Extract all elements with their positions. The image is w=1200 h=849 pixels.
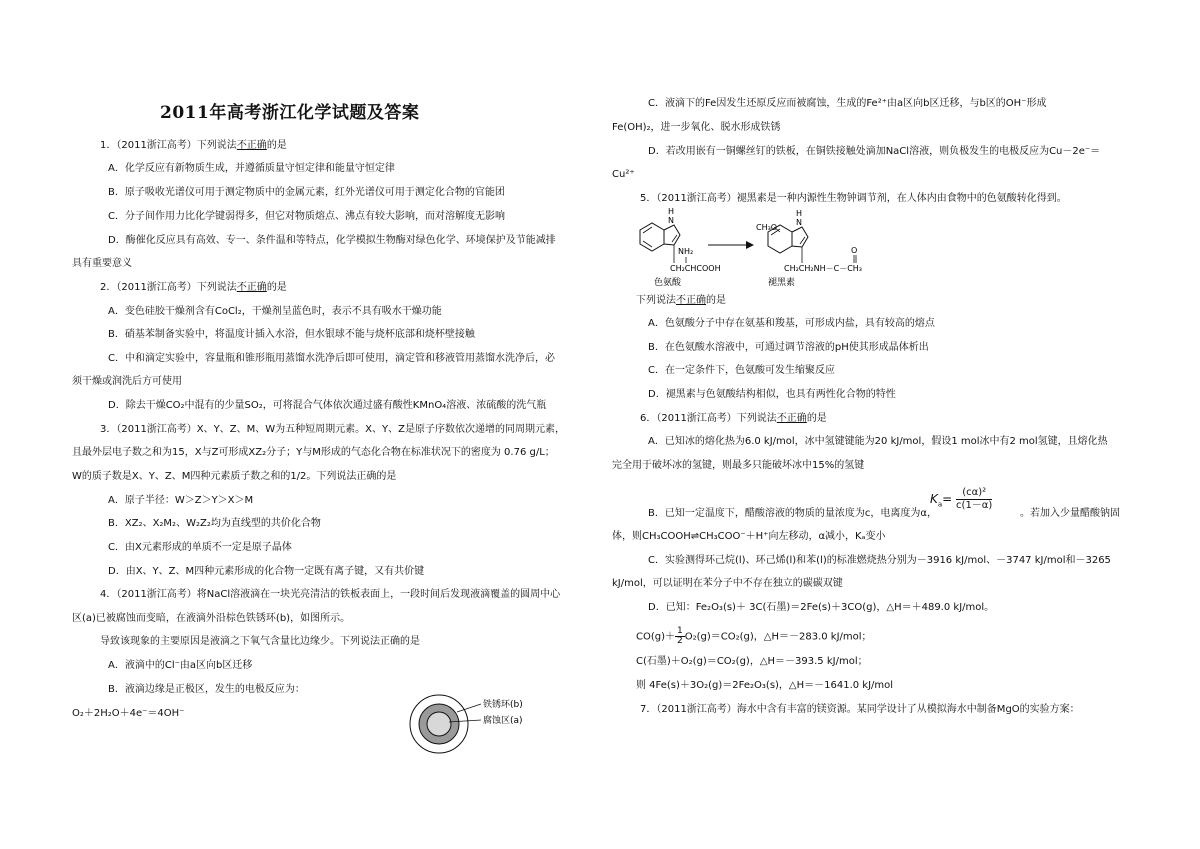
q3-option-a: A．原子半径：W＞Z＞Y＞X＞M	[108, 495, 254, 506]
q6-option-d-line2: CO(g)＋ $\frac{1}{2}$ O₂(g)＝CO₂(g)，△H＝－283.0 kJ/mol；	[636, 626, 872, 646]
q1-option-a: A．化学反应有新物质生成，并遵循质量守恒定律和能量守恒定律	[108, 163, 395, 174]
q6-option-d-line3: C(石墨)＋O₂(g)＝CO₂(g)，△H＝－393.5 kJ/mol；	[636, 656, 868, 667]
q4-option-d-line2: Cu²⁺	[612, 169, 635, 180]
q2-option-a: A．变色硅胶干燥剂含有CoCl₂，干燥剂呈蓝色时，表示不具有吸水干燥功能	[108, 306, 442, 317]
q6-option-d-line1: D．已知：Fe₂O₃(s)＋ 3C(石墨)＝2Fe(s)＋3CO(g)，△H＝＋489.0 kJ/mol。	[648, 602, 995, 613]
q2-option-c-line1: C．中和滴定实验中，容量瓶和锥形瓶用蒸馏水洗净后即可使用，滴定管和移液管用蒸馏水洗净后，必	[108, 353, 555, 364]
q1-option-b: B．原子吸收光谱仪可用于测定物质中的金属元素，红外光谱仪可用于测定化合物的官能团	[108, 187, 505, 198]
tryptophan-name-label: 色氨酸	[654, 278, 682, 288]
q6-option-c-line2: kJ/mol，可以证明在苯分子中不存在独立的碳碳双键	[612, 578, 843, 589]
q6-stem: 6．（2011浙江高考）下列说法不正确的是	[640, 413, 827, 424]
melatonin-h-label: H	[796, 209, 803, 218]
q5-option-d: D．褪黑素与色氨酸结构相似，也具有两性化合物的特性	[648, 389, 896, 400]
reaction-arrow-head	[746, 241, 754, 249]
document-title: 2011年高考浙江化学试题及答案	[160, 103, 420, 123]
q6-option-a-line1: A．已知冰的熔化热为6.0 kJ/mol，冰中氢键键能为20 kJ/mol，假设1 mol冰中有2 mol氢键，且熔化热	[648, 436, 1108, 447]
tryptophan-side-chain: CH₂CHCOOH	[670, 264, 721, 273]
q4-stem-line2: 区(a)已被腐蚀而变暗，在液滴外沿棕色铁锈环(b)，如图所示。	[72, 613, 351, 624]
q5-stem: 5．（2011浙江高考）褪黑素是一种内源性生物钟调节剂，在人体内由食物中的色氨酸转化得到。	[640, 193, 1067, 204]
q3-stem-line3: W的质子数是X、Y、Z、M四种元素质子数之和的1/2。下列说法正确的是	[72, 471, 397, 482]
q3-stem-line1: 3．（2011浙江高考）X、Y、Z、M、W为五种短周期元素。X、Y、Z是原子序数依次递增的同周期元素，	[100, 424, 565, 435]
q2-option-b: B．硝基苯制备实验中，将温度计插入水浴，但水银球不能与烧杯底部和烧杯壁接触	[108, 329, 475, 340]
q6-option-d-line4: 则 4Fe(s)＋3O₂(g)＝2Fe₂O₃(s)，△H＝－1641.0 kJ/mol	[636, 680, 894, 691]
q4-stem-line3: 导致该现象的主要原因是液滴之下氧气含量比边缘少。下列说法正确的是	[100, 636, 420, 647]
q2-stem: 2．（2011浙江高考）下列说法不正确的是	[100, 282, 287, 293]
melatonin-name-label: 褪黑素	[768, 278, 796, 288]
ka-formula: $K_a=$ $\frac{\text{(cα)²}}{c(1-\alpha)}$	[930, 487, 993, 511]
q1-stem: 1．（2011浙江高考）下列说法不正确的是	[100, 140, 287, 151]
q6-option-a-line2: 完全用于破坏冰的氢键，则最多只能破坏冰中15%的氢键	[612, 460, 865, 471]
q3-option-c: C．由X元素形成的单质不一定是原子晶体	[108, 542, 292, 553]
corrosion-zone-a	[427, 712, 451, 736]
corrosion-figure	[405, 690, 555, 760]
fig-label-rust-ring: 铁锈环(b)	[483, 700, 523, 710]
q4-option-b: B．液滴边缘是正极区，发生的电极反应为：	[108, 684, 305, 695]
q6-option-b-line1-tail: 。若加入少量醋酸钠固	[1020, 508, 1120, 519]
melatonin-carbonyl-o: O	[851, 246, 858, 255]
q6-option-b-line2: 体，则CH₃COOH⇌CH₃COO⁻＋H⁺向左移动，α减小，Kₐ变小	[612, 531, 886, 542]
q5-question: 下列说法不正确的是	[636, 295, 726, 306]
q2-option-c-line2: 须干燥或润洗后方可使用	[72, 376, 182, 387]
tryptophan-nh2-label: NH₂	[678, 247, 694, 256]
q1-option-c: C．分子间作用力比化学键弱得多，但它对物质熔点、沸点有较大影响，而对溶解度无影响	[108, 211, 505, 222]
q5-option-c: C．在一定条件下，色氨酸可发生缩聚反应	[648, 365, 835, 376]
q4-option-a: A．液滴中的Cl⁻由a区向b区迁移	[108, 660, 253, 671]
q5-option-b: B．在色氨酸水溶液中，可通过调节溶液的pH使其形成晶体析出	[648, 342, 929, 353]
tryptophan-n-label: N	[668, 216, 674, 225]
tryptophan-h-label: H	[668, 208, 675, 216]
q4-option-d-line1: D．若改用嵌有一铜螺丝钉的铁板，在铜铁接触处滴加NaCl溶液，则负极发生的电极反应为Cu－2e⁻＝	[648, 146, 1101, 157]
melatonin-n-label: N	[796, 218, 802, 227]
q1-option-d-line1: D．酶催化反应具有高效、专一、条件温和等特点，化学模拟生物酶对绿色化学、环境保护及节能减排	[108, 235, 556, 246]
q3-option-d: D．由X、Y、Z、M四种元素形成的化合物一定既有离子键，又有共价键	[108, 566, 425, 577]
q1-option-d-line2: 具有重要意义	[72, 258, 132, 269]
q4-option-c-line1: C．液滴下的Fe因发生还原反应而被腐蚀，生成的Fe²⁺由a区向b区迁移，与b区的OH⁻形成	[648, 98, 1047, 109]
melatonin-ch3o-label: CH₃O	[756, 223, 778, 232]
q4-option-c-line2: Fe(OH)₂，进一步氧化、脱水形成铁锈	[612, 122, 781, 133]
q2-option-d: D．除去干燥CO₂中混有的少量SO₂，可将混合气体依次通过盛有酸性KMnO₄溶液、浓硫酸的洗气瓶	[108, 400, 547, 411]
q4-stem-line1: 4．（2011浙江高考）将NaCl溶液滴在一块光亮清洁的铁板表面上，一段时间后发现液滴覆盖的圆周中心	[100, 589, 561, 600]
q6-option-b-line1: B．已知一定温度下，醋酸溶液的物质的量浓度为c，电离度为α，	[648, 508, 937, 519]
melatonin-side-chain: CH₂CH₂NH－C－CH₃	[784, 264, 863, 273]
q3-option-b: B．XZ₂、X₂M₂、W₂Z₂均为直线型的共价化合物	[108, 518, 321, 529]
q5-option-a: A．色氨酸分子中存在氨基和羧基，可形成内盐，具有较高的熔点	[648, 318, 935, 329]
reaction-scheme	[628, 208, 908, 290]
q3-stem-line2: 且最外层电子数之和为15，X与Z可形成XZ₂分子；Y与M形成的气态化合物在标准状况下的密度为 0.76 g/L；	[72, 447, 555, 458]
q6-option-c-line1: C．实验测得环己烷(l)、环己烯(l)和苯(l)的标准燃烧热分别为－3916 kJ/mol、－3747 kJ/mol和－3265	[648, 555, 1111, 566]
fig-label-corrosion-zone: 腐蚀区(a)	[483, 716, 523, 726]
q4-option-b-equation: O₂＋2H₂O＋4e⁻＝4OH⁻	[72, 708, 185, 719]
q7-stem: 7．（2011浙江高考）海水中含有丰富的镁资源。某同学设计了从模拟海水中制备MgO的实验方案：	[640, 704, 1080, 715]
